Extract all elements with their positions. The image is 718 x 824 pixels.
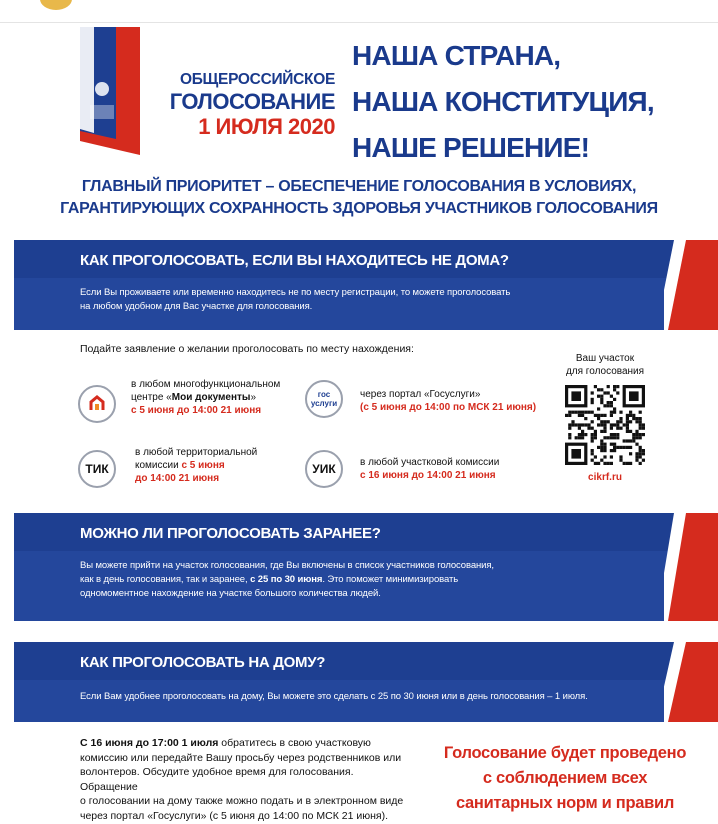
qr-label: Ваш участок для голосования [565,353,645,377]
option-mfc: в любом многофункциональном центре «Мои документы» с 5 июня до 14:00 21 июня [131,379,281,416]
section-title: КАК ПРОГОЛОСОВАТЬ, ЕСЛИ ВЫ НАХОДИТЕСЬ НЕ ДОМА? [80,252,509,269]
section-title: МОЖНО ЛИ ПРОГОЛОСОВАТЬ ЗАРАНЕЕ? [80,525,381,542]
logo-title [145,72,335,138]
priority-line: ГЛАВНЫЙ ПРИОРИТЕТ – ОБЕСПЕЧЕНИЕ ГОЛОСОВАНИЯ В УСЛОВИЯХ, [81,178,637,195]
section-text: Если Вам удобнее проголосовать на дому, Вы можете это сделать с 25 по 30 июня или в день голосования – 1 июля. [80,691,588,702]
section-vote-early [14,513,718,621]
logo-line-1: ОБЩЕРОССИЙСКОЕ [179,71,335,88]
mfc-icon [78,385,116,423]
apply-intro: Подайте заявление о желании проголосовать по месту нахождения: [80,343,414,355]
option-gosuslugi: через портал «Госуслуги» (с 5 июня до 14:00 по МСК 21 июня) [360,389,537,413]
section-text: Вы можете прийти на участок голосования, где Вы включены в список участников голосования, как в день голосования, так и заранее, с 25 по 30 июня. Это поможет минимизировать одномоментное нахождение на участке большого количества людей. [80,560,494,599]
sanitary-notice: Голосование будет проведено с соблюдением всех санитарных норм и правил [443,744,687,812]
flag-logo-icon [80,27,140,155]
tricolor-stripe [664,513,718,621]
slogan [352,33,702,171]
slogan-line: НАША КОНСТИТУЦИЯ, [352,86,654,117]
slogan-line: НАША СТРАНА, [352,40,561,71]
slogan-line: НАШЕ РЕШЕНИЕ! [352,132,590,163]
top-bar [0,0,718,23]
tricolor-stripe [664,642,718,722]
option-tik: в любой территориальной комиссии с 5 июня до 14:00 21 июня [135,447,258,484]
cikrf-link[interactable]: cikrf.ru [588,472,622,483]
home-voting-instructions: С 16 июня до 17:00 1 июля обратитесь в свою участковую комиссию или передайте Вашу просьбу через родственников или волонтеров. Обсудите удобное время для голосования. Обращение о голосовании на дому также можно подать и в электронном виде через портал «Госуслуги» (с 5 июня до 14:00 по МСК 21 июня). [80,737,404,822]
gosuslugi-icon: гос услуги [305,380,343,418]
uik-icon: УИК [305,450,343,488]
tik-icon: ТИК [78,450,116,488]
logo-line-2: ГОЛОСОВАНИЕ [169,88,335,114]
tricolor-stripe [664,240,718,330]
section-away-from-home [14,240,718,330]
priority-heading [0,176,718,220]
section-title: КАК ПРОГОЛОСОВАТЬ НА ДОМУ? [80,654,326,671]
priority-line: ГАРАНТИРУЮЩИХ СОХРАННОСТЬ ЗДОРОВЬЯ УЧАСТНИКОВ ГОЛОСОВАНИЯ [60,200,658,217]
option-uik: в любой участковой комиссии с 16 июня до 14:00 21 июня [360,457,500,481]
qr-code-icon[interactable] [565,385,645,465]
logo-date: 1 ИЮЛЯ 2020 [198,113,335,139]
section-vote-at-home [14,642,718,722]
section-text: Если Вы проживаете или временно находитесь не по месту регистрации, то можете проголосовать на любом удобном для Вас участке для голосования. [80,287,511,312]
